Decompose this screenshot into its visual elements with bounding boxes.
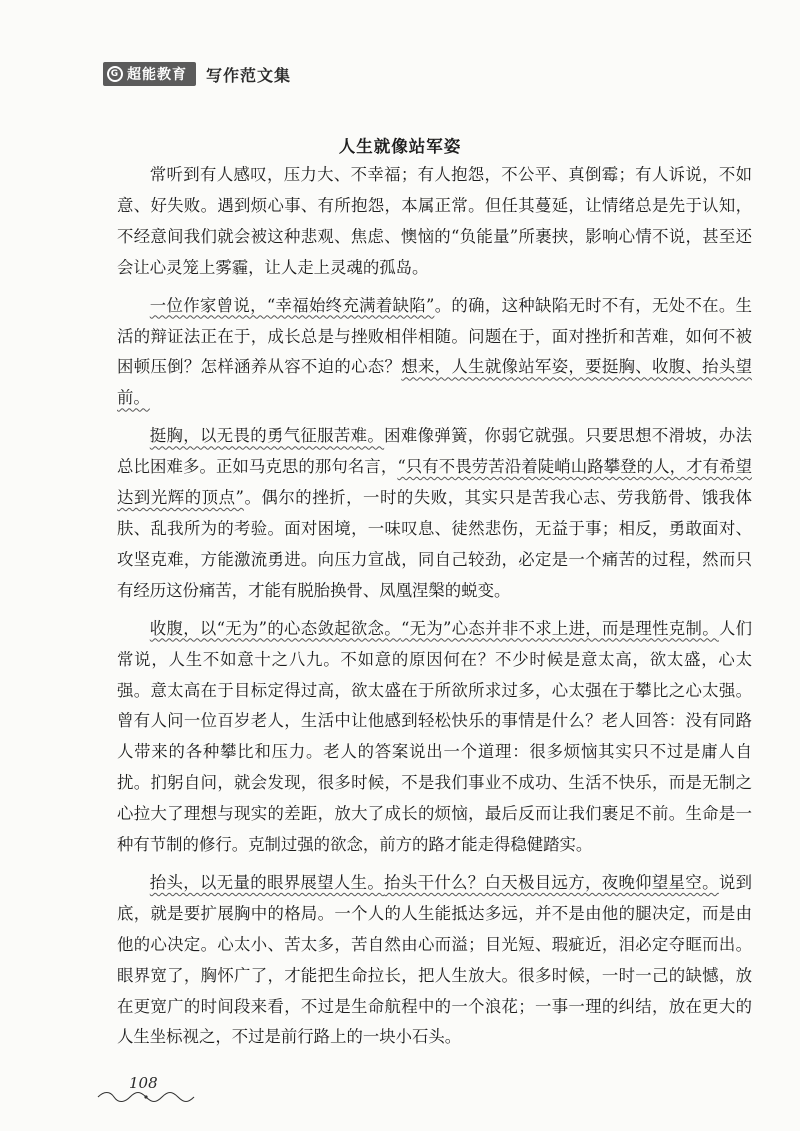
page-header (103, 61, 291, 87)
paragraph-3 (117, 421, 752, 606)
article-body (117, 160, 752, 1060)
paragraph-text: 。偶尔的挫折，一时的失败，其实只是苦我心志、劳我筋骨、饿我体肤、乱我所为的考验。面对困境，一味叹息、徒然悲伤，无益于事；相反，勇敢面对、攻坚克难，方能激流勇进。向压力宣战，同自己较劲，必定是一个痛苦的过程，然而只有经历这份痛苦，才能有脱胎换骨、凤凰涅槃的蜕变。 (117, 488, 752, 600)
paragraph-1 (117, 160, 752, 284)
underlined-quote: 一位作家曾说，“幸福始终充满着缺陷” (149, 295, 435, 315)
brand-logo-text: 超能教育 (127, 67, 187, 83)
paragraph-5 (117, 868, 752, 1053)
brand-logo-icon: G (107, 66, 123, 82)
series-title: 写作范文集 (206, 65, 292, 85)
page-footer (96, 1074, 196, 1104)
paragraph-text: 说到底，就是要扩展胸中的格局。一个人的人生能抵达多远，并不是由他的腿决定，而是由他的心决定。心太小、苦太多，苦自然由心而溢；目光短、瑕疵近，泪必定夺眶而出。眼界宽了，胸怀广了，才能把生命拉长，把人生放大。很多时候，一时一己的缺憾，放在更宽广的时间段来看，不过是生命航程中的一个浪花；一事一理的纠结，放在更大的人生坐标视之，不过是前行路上的一块小石头。 (117, 872, 753, 1047)
underlined-quote: “只有不畏劳苦沿着陡峭山路攀登的人，才有希望达到光辉的顶点” (117, 457, 752, 508)
paragraph-text: 常听到有人感叹，压力大、不幸福；有人抱怨，不公平、真倒霉；有人诉说，不如意、好失败。遇到烦心事、有所抱怨，本属正常。但任其蔓延，让情绪总是先于认知，不经意间我们就会被这种悲观、焦虑、懊恼的“负能量”所裹挟，影响心情不说，甚至还会让心灵笼上雾霾，让人走上灵魂的孤岛。 (117, 165, 752, 277)
underlined-explanation: “无为”心态并非不求上进，而是理性克制。 (400, 618, 719, 638)
paragraph-text: 人们常说，人生不如意十之八九。不如意的原因何在？不少时候是意太高，欲太盛，心太强。意太高在于目标定得过高，欲太盛在于所欲所求过多，心太强在于攀比之心太强。曾有人问一位百岁老人，生活中让他感到轻松快乐的事情是什么？老人回答：没有同路人带来的各种攀比和压力。老人的答案说出一个道理：很多烦恼其实只不过是庸人自扰。扪躬自问，就会发现，很多时候，不是我们事业不成功、生活不快乐，而是无制之心拉大了理想与现实的差距，放大了成长的烦恼，最后反而让我们裹足不前。生命是一种有节制的修行。克制过强的欲念，前方的路才能走得稳健踏实。 (117, 618, 752, 855)
underlined-topic-sentence: 抬头，以无量的眼界展望人生。 (149, 872, 385, 892)
article-title: 人生就像站军姿 (338, 137, 462, 156)
brand-logo (103, 62, 196, 86)
paragraph-2 (117, 291, 752, 415)
paragraph-text: 困难像弹簧，你弱它就强。只要思想不滑坡，办法总比困难多。正如马克思的那句名言， (117, 426, 753, 477)
paragraph-4 (117, 614, 752, 861)
underlined-explanation: 抬头干什么？白天极目远方，夜晚仰望星空。 (384, 872, 719, 892)
underlined-thesis: 想来，人生就像站军姿，要挺胸、收腹、抬头望前。 (117, 357, 753, 408)
underlined-topic-sentence: 收腹，以“无为”的心态敛起欲念。 (149, 618, 401, 638)
underlined-topic-sentence: 挺胸，以无畏的勇气征服苦难。 (149, 426, 385, 446)
footer-ornament-icon (96, 1090, 196, 1104)
paragraph-text: 。的确，这种缺陷无时不有，无处不在。生活的辩证法正在于，成长总是与挫败相伴相随。问题在于，面对挫折和苦难，如何不被困顿压倒？怎样涵养从容不迫的心态？ (117, 295, 753, 377)
page-number: 108 (129, 1074, 158, 1092)
